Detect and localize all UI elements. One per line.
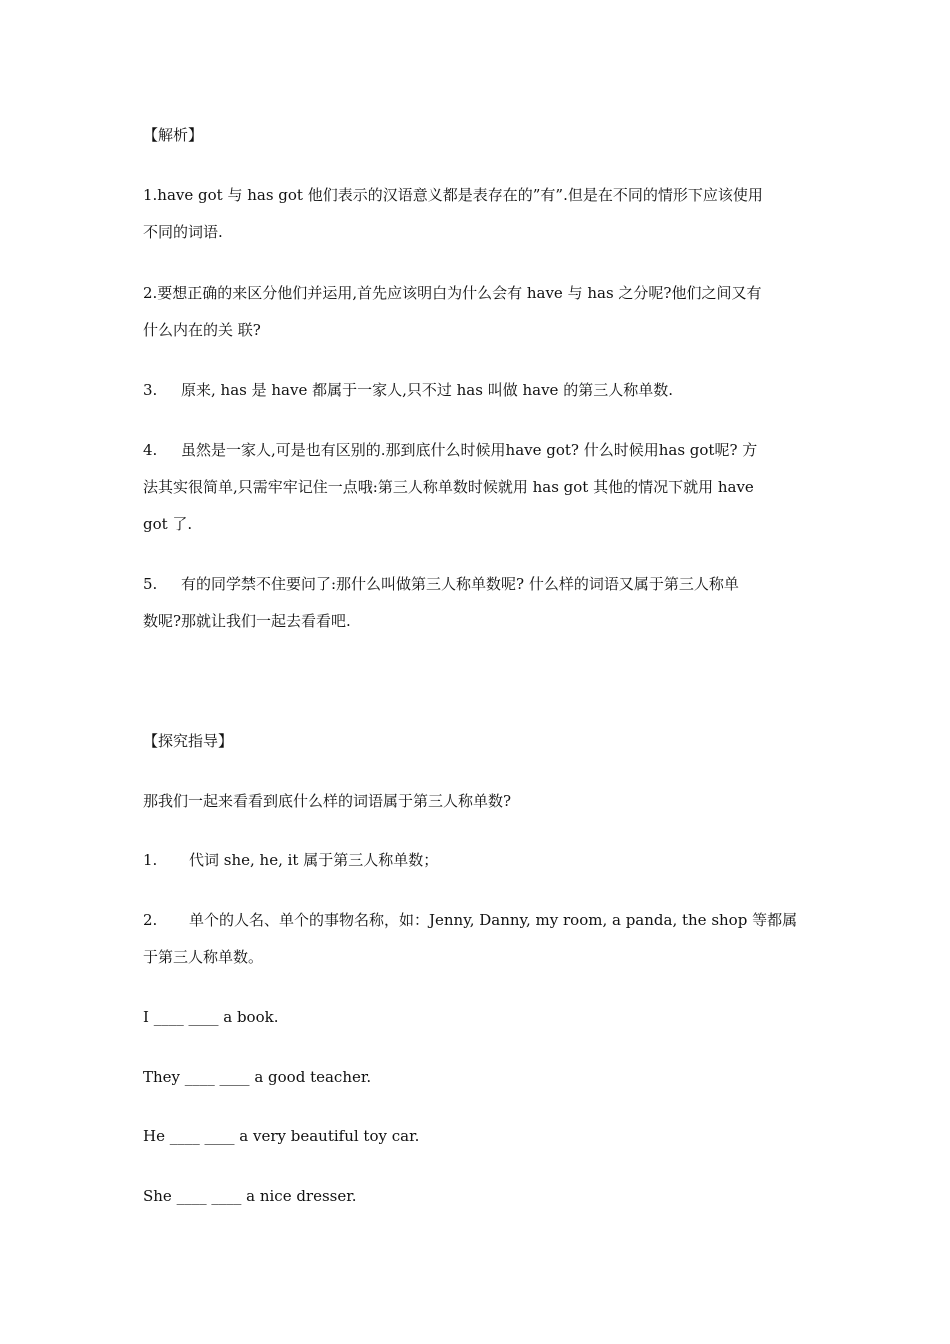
analysis-item-4-number: 4.: [143, 441, 158, 459]
exercise-line: He ____ ____ a very beautiful toy car.: [143, 1127, 420, 1145]
guidance-item-2-text: 单个的人名、单个的事物名称，如：Jenny, Danny, my room, a panda, the shop 等都属: [189, 911, 798, 929]
analysis-item-3-text: 原来, has 是 have 都属于一家人,只不过 has 叫做 have 的第三人称单数.: [181, 381, 673, 399]
analysis-item-2-line-2: 什么内在的关 联?: [143, 321, 261, 339]
analysis-item-5-text: 有的同学禁不住要问了:那什么叫做第三人称单数呢? 什么样的词语又属于第三人称单: [181, 575, 739, 593]
guidance-intro: 那我们一起来看看到底什么样的词语属于第三人称单数?: [143, 792, 512, 810]
guidance-item-1-text: 代词 she, he, it 属于第三人称单数；: [189, 851, 439, 869]
analysis-item-5-number: 5.: [143, 575, 158, 593]
section-heading-analysis: 【解析】: [143, 126, 204, 144]
exercise-line: I ____ ____ a book.: [143, 1008, 279, 1026]
analysis-item-5-line-2: 数呢?那就让我们一起去看看吧.: [143, 612, 351, 630]
exercise-line: They ____ ____ a good teacher.: [143, 1068, 372, 1086]
analysis-item-1-line-1: 1.have got 与 has got 他们表示的汉语意义都是表存在的”有”.但是在不同的情形下应该使用: [143, 186, 763, 204]
guidance-item-1: [143, 850, 813, 870]
guidance-item-1-number: 1.: [143, 851, 158, 869]
analysis-item-2-line-1: 2.要想正确的来区分他们并运用,首先应该明白为什么会有 have 与 has 之分呢?他们之间又有: [143, 284, 762, 302]
guidance-item-2-line-1: [143, 910, 813, 930]
analysis-item-4-text: 虽然是一家人,可是也有区别的.那到底什么时候用have got? 什么时候用has got呢? 方: [181, 441, 758, 459]
analysis-item-3-number: 3.: [143, 381, 158, 399]
guidance-item-2-number: 2.: [143, 911, 158, 929]
guidance-item-2-line-2: 于第三人称单数。: [143, 948, 264, 966]
analysis-item-1-line-2: 不同的词语.: [143, 223, 223, 241]
section-heading-guidance: 【探究指导】: [143, 732, 234, 750]
analysis-item-4-line-2: 法其实很简单,只需牢牢记住一点哦:第三人称单数时候就用 has got 其他的情况下就用 have: [143, 478, 754, 496]
analysis-item-3: [143, 380, 813, 400]
analysis-item-4-line-1: [143, 440, 813, 460]
analysis-item-4-line-3: got 了.: [143, 515, 193, 533]
analysis-item-5-line-1: [143, 574, 813, 594]
exercise-line: She ____ ____ a nice dresser.: [143, 1187, 357, 1205]
